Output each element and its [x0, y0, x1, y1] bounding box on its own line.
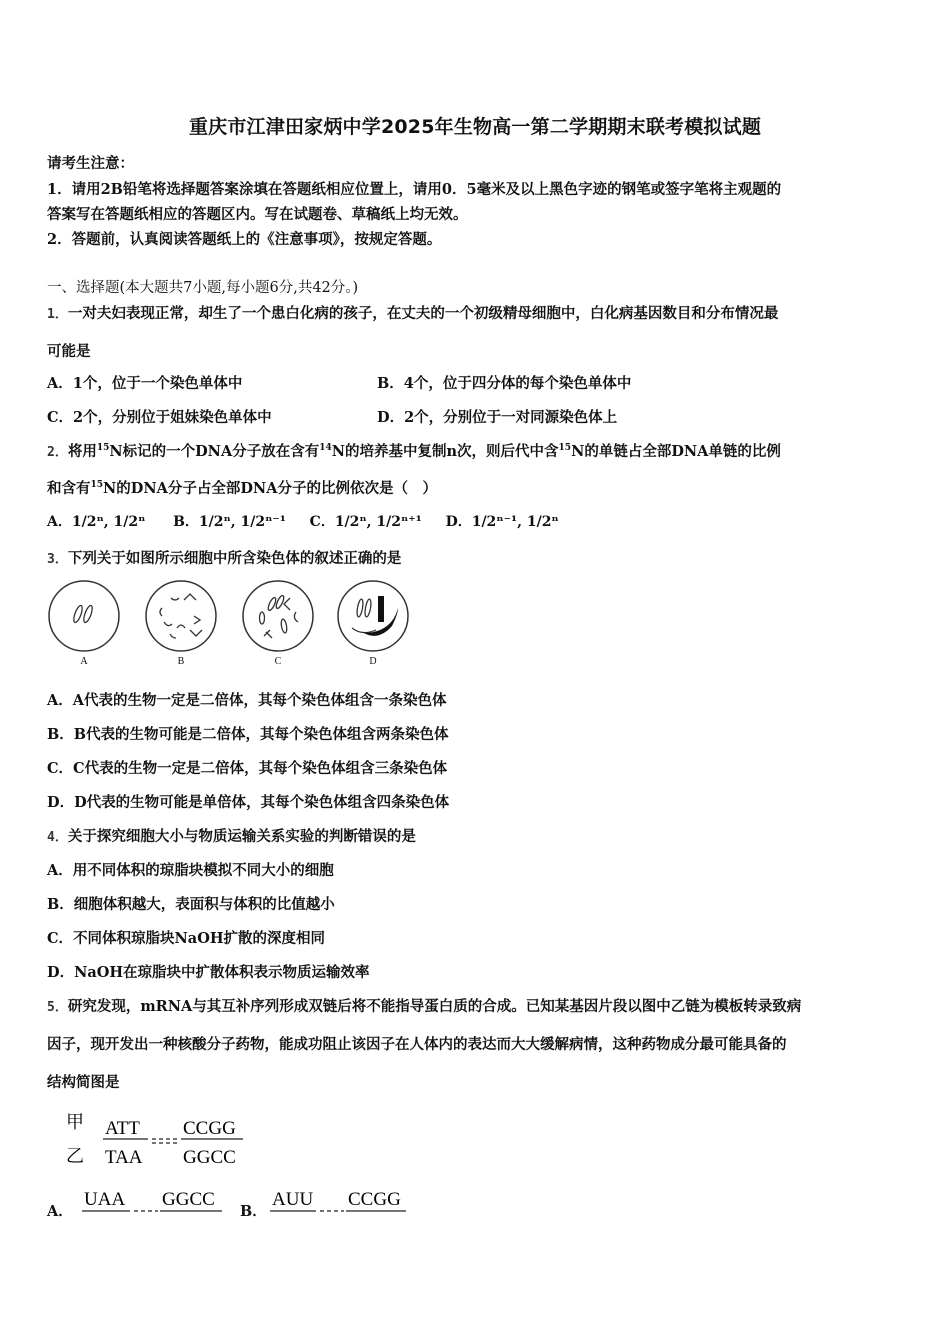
fig-label-a: A [80, 656, 88, 667]
q4-option-d: D．NaOH在琼脂块中扩散体积表示物质运输效率 [47, 964, 370, 981]
q2-stem-line2 [47, 477, 437, 498]
q3-option-a: A．A代表的生物一定是二倍体，其每个染色体组含一条染色体 [47, 692, 447, 709]
q1-option-a: A．1个，位于一个染色单体中 [47, 375, 243, 392]
q2-stem-line1 [47, 440, 781, 461]
q2-p3: N标记的一个DNA分子放在含有 [109, 443, 320, 460]
q3-option-c: C．C代表的生物一定是二倍体，其每个染色体组含三条染色体 [47, 760, 448, 777]
q1-number: 1． [47, 307, 68, 322]
q2-sup-14: 14 [319, 443, 332, 453]
cell-b [146, 581, 216, 667]
q1-option-d: D．2个，分别位于一对同源染色体上 [377, 409, 618, 426]
notice-item-1b: 答案写在答题纸相应的答题区内。写在试题卷、草稿纸上均无效。 [47, 206, 468, 223]
q5-option-a-label: A． [47, 1203, 73, 1220]
strand-yi-label: 乙 [66, 1146, 84, 1166]
q5-stem-line1 [47, 995, 801, 1016]
strand-jia-left: ATT [105, 1118, 140, 1139]
q3-stem [47, 547, 401, 568]
section-heading: 一、选择题(本大题共7小题,每小题6分,共42分。) [47, 280, 359, 296]
q2-p5: N的培养基中复制n次，则后代中含 [331, 443, 559, 460]
q3-option-b: B．B代表的生物可能是二倍体，其每个染色体组含两条染色体 [47, 726, 449, 743]
q5-stem-a: 研究发现，mRNA与其互补序列形成双链后将不能指导蛋白质的合成。已知某基因片段以图中乙链为模板转录致病 [67, 998, 802, 1015]
q4-option-c: C．不同体积琼脂块NaOH扩散的深度相同 [47, 930, 326, 947]
q3-option-d: D．D代表的生物可能是单倍体，其每个染色体组含四条染色体 [47, 794, 450, 811]
notice-item-1a: 1．请用2B铅笔将选择题答案涂填在答题纸相应位置上，请用0．5毫米及以上黑色字迹的钢笔或签字笔将主观题的 [47, 181, 782, 198]
q2-option-a: A．1/2ⁿ, 1/2ⁿ [47, 514, 146, 530]
q5-option-b-label: B． [240, 1203, 267, 1220]
q4-number: 4． [47, 830, 68, 845]
q5-option-b-figure [270, 1184, 415, 1218]
q5-option-a-figure [82, 1184, 227, 1218]
q4-stem [47, 825, 416, 846]
q3-number: 3． [47, 552, 68, 567]
notice-item-2: 2．答题前，认真阅读答题纸上的《注意事项》，按规定答题。 [47, 231, 442, 248]
q3-stem-text: 下列关于如图所示细胞中所含染色体的叙述正确的是 [67, 550, 402, 567]
q4-option-a: A．用不同体积的琼脂块模拟不同大小的细胞 [47, 862, 334, 879]
q2-options [47, 511, 559, 531]
q3-cell-figure [44, 578, 414, 670]
q2-sup-15c: 15 [90, 480, 104, 490]
q5-number: 5． [47, 1000, 68, 1015]
q4-option-b: B．细胞体积越大，表面积与体积的比值越小 [47, 896, 335, 913]
page-title: 重庆市江津田家炳中学2025年生物高一第二学期期末联考模拟试题 [188, 116, 762, 138]
q2-p7: N的单链占全部DNA单链的比例 [571, 443, 781, 460]
option-b-right-seq: CCGG [348, 1189, 401, 1210]
q5-stem-line3: 结构简图是 [47, 1074, 120, 1091]
q1-option-b: B．4个，位于四分体的每个染色单体中 [377, 375, 632, 392]
cell-a [49, 581, 119, 667]
option-a-right-seq: GGCC [162, 1189, 215, 1210]
q2-s2c: N的DNA分子占全部DNA分子的比例依次是（ ） [103, 480, 437, 497]
q4-stem-text: 关于探究细胞大小与物质运输关系实验的判断错误的是 [67, 828, 416, 845]
q2-option-d: D．1/2ⁿ⁻¹, 1/2ⁿ [445, 514, 559, 530]
q5-stem-line2: 因子，现开发出一种核酸分子药物，能成功阻止该因子在人体内的表达而大大缓解病情，这种药物成分最可能具备的 [47, 1036, 787, 1053]
q1-stem-line1 [47, 302, 778, 323]
q2-option-c: C．1/2ⁿ, 1/2ⁿ⁺¹ [309, 514, 422, 530]
q1-stem-a: 一对夫妇表现正常，却生了一个患白化病的孩子，在丈夫的一个初级精母细胞中，白化病基因数目和分布情况最 [67, 305, 779, 322]
fig-label-c: C [274, 656, 282, 667]
strand-jia-label: 甲 [66, 1112, 84, 1132]
fig-label-b: B [177, 656, 185, 667]
strand-yi-left: TAA [105, 1147, 143, 1168]
strand-jia-right: CCGG [183, 1118, 236, 1139]
cell-d [338, 581, 408, 667]
notice-heading: 请考生注意： [47, 155, 134, 172]
q2-sup-15a: 15 [96, 443, 110, 453]
q2-option-b: B．1/2ⁿ, 1/2ⁿ⁻¹ [173, 514, 286, 530]
fig-label-d: D [369, 656, 377, 667]
q1-option-c: C．2个，分别位于姐妹染色单体中 [47, 409, 272, 426]
strand-yi-right: GGCC [183, 1147, 236, 1168]
option-a-left-seq: UAA [84, 1189, 126, 1210]
q1-stem-line2: 可能是 [47, 343, 91, 360]
q2-number: 2． [47, 445, 68, 460]
q5-dna-figure [60, 1106, 260, 1172]
q2-s2a: 和含有 [47, 480, 91, 497]
q2-sup-15b: 15 [558, 443, 572, 453]
q2-p1: 将用 [67, 443, 97, 460]
cell-c [243, 581, 313, 667]
option-b-left-seq: AUU [272, 1189, 314, 1210]
